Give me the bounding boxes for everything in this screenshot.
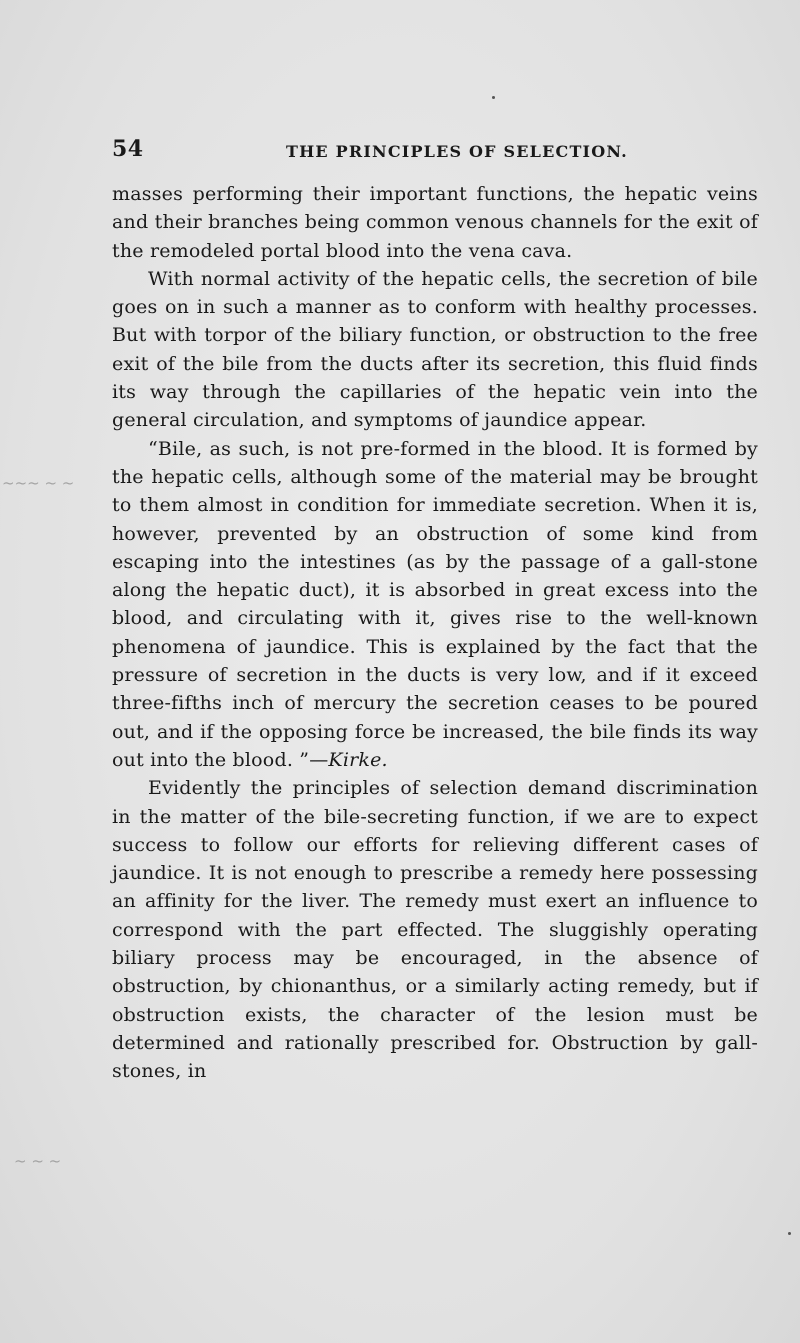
paragraph-bile-secretion: With normal activity of the hepatic cells, the secretion of bile goes on in such a manner as to conform with healthy processes. But with torpor of the biliary function, or obstruction to the free exit of the bile from the ducts after its secretion, this fluid finds its way through the capillaries of the hepatic vein into the general circulation, and symptoms of jaundice appear. bbox=[112, 267, 758, 432]
page-number: 54 bbox=[112, 136, 144, 162]
marginal-pencil-mark: ~~~ ~ ~ bbox=[2, 474, 75, 492]
attribution-dash: — bbox=[309, 748, 329, 771]
ink-speck bbox=[492, 96, 495, 99]
paragraph-continued: masses performing their important functions, the hepatic veins and their branches being common venous channels for the exit of the remodeled portal blood into the vena cava. bbox=[112, 183, 758, 262]
page-header bbox=[112, 136, 752, 166]
paragraph-selection: Evidently the principles of selection demand discrimination in the matter of the bile-secreting function, if we are to expect success to follow our efforts for relieving different cases of jaundice. It is not enough to prescribe a remedy here possessing an affinity for the liver. The remedy must exert an influence to correspond with the part effected. The sluggishly operating biliary process may be encouraged, in the absence of obstruction, by chionanthus, or a similarly acting remedy, but if obstruction exists, the character of the lesion must be determined and rationally prescribed for. Obstruction by gall-stones, in bbox=[112, 777, 758, 1083]
ink-speck bbox=[788, 1232, 791, 1235]
paragraph-quotation bbox=[112, 435, 758, 775]
running-title: THE PRINCIPLES OF SELECTION. bbox=[286, 142, 628, 161]
marginal-pencil-mark: ~ ~ ~ bbox=[14, 1152, 62, 1170]
body-text bbox=[112, 180, 758, 1086]
quotation-text: “Bile, as such, is not pre-formed in the blood. It is formed by the hepatic cells, although some of the material may be brought to them almost in condition for immediate secretion. When it is, however, prevented by an obstruction of some kind from escaping into the intestines (as by the passage of a gall-stone along the hepatic duct), it is absorbed in great excess into the blood, and circulating with it, gives rise to the well-known phenomena of jaundice. This is explained by the fact that the pressure of secretion in the ducts is very low, and if it exceed three-fifths inch of mercury the secretion ceases to be poured out, and if the opposing force be increased, the bile finds its way out into the blood. ” bbox=[112, 437, 758, 771]
attribution-author: Kirke. bbox=[328, 748, 388, 771]
